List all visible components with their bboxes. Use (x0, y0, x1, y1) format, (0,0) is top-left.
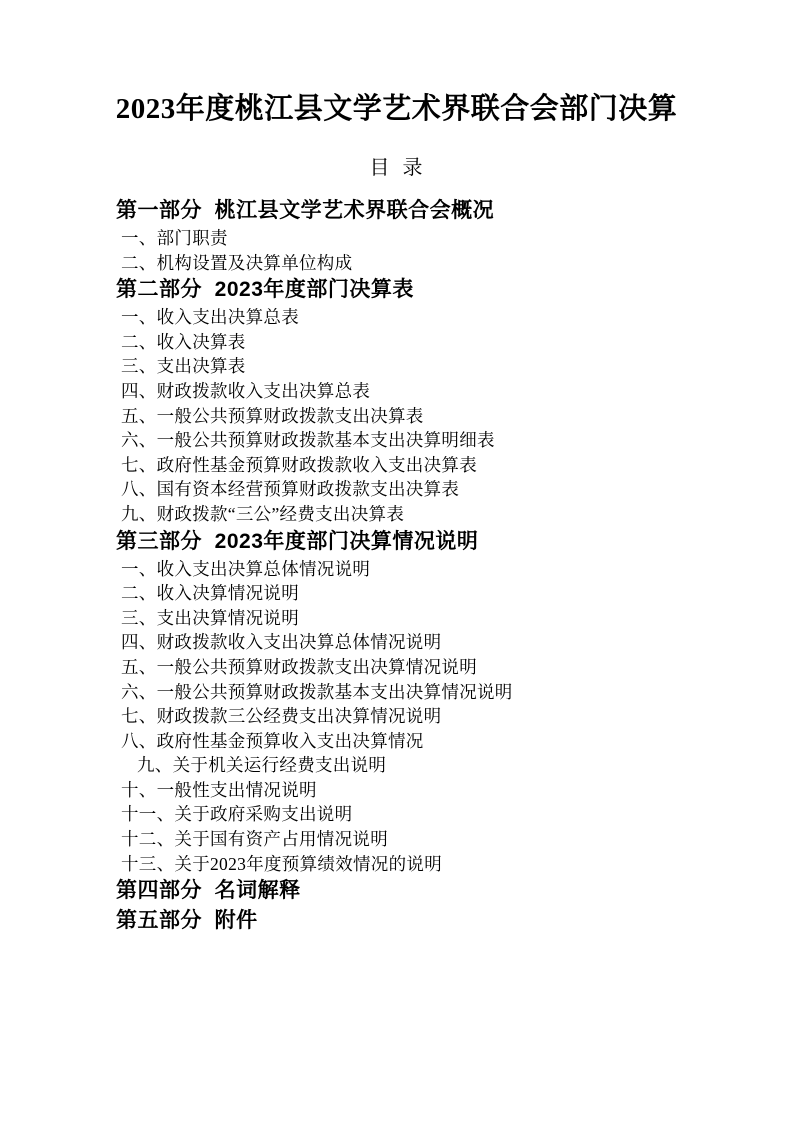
toc-item: 八、国有资本经营预算财政拨款支出决算表 (121, 479, 460, 500)
toc-item: 二、机构设置及决算单位构成 (121, 252, 353, 273)
toc-heading: 目 录 (369, 157, 424, 179)
toc-item: 二、收入决算情况说明 (121, 583, 299, 604)
toc-item: 六、一般公共预算财政拨款基本支出决算情况说明 (121, 681, 513, 702)
toc-item: 一、收入支出决算总体情况说明 (121, 558, 371, 579)
toc-item: 八、政府性基金预算收入支出决算情况 (121, 730, 424, 751)
toc-item: 二、收入决算表 (121, 331, 246, 352)
toc-item: 七、政府性基金预算财政拨款收入支出决算表 (121, 454, 477, 475)
toc-section-heading: 第一部分 桃江县文学艺术界联合会概况 (116, 199, 495, 222)
toc-item: 十一、关于政府采购支出说明 (121, 804, 353, 825)
toc-item: 十三、关于2023年度预算绩效情况的说明 (121, 853, 442, 874)
toc-item: 一、收入支出决算总表 (121, 307, 299, 328)
toc-item: 三、支出决算情况说明 (121, 607, 299, 628)
toc-item: 十、一般性支出情况说明 (121, 779, 317, 800)
toc-item: 九、财政拨款“三公”经费支出决算表 (121, 503, 405, 524)
toc-section-heading: 第二部分 2023年度部门决算表 (116, 278, 414, 302)
toc-item: 九、关于机关运行经费支出说明 (137, 755, 387, 776)
toc-item: 十二、关于国有资产占用情况说明 (121, 829, 388, 850)
toc-section-heading: 第三部分 2023年度部门决算情况说明 (116, 529, 479, 553)
toc-item: 五、一般公共预算财政拨款支出决算情况说明 (121, 656, 477, 677)
toc-section-heading: 第四部分 名词解释 (116, 879, 301, 903)
toc-item: 一、部门职责 (121, 228, 228, 248)
toc-item: 四、财政拨款收入支出决算总体情况说明 (121, 632, 442, 653)
toc-item: 五、一般公共预算财政拨款支出决算表 (121, 405, 424, 426)
toc (0, 196, 793, 936)
toc-item: 三、支出决算表 (121, 356, 246, 377)
toc-item: 七、财政拨款三公经费支出决算情况说明 (121, 706, 442, 727)
toc-section-heading: 第五部分 附件 (116, 909, 258, 933)
toc-item: 四、财政拨款收入支出决算总表 (121, 380, 371, 401)
document-title: 2023年度桃江县文学艺术界联合会部门决算 (115, 93, 678, 125)
toc-item: 六、一般公共预算财政拨款基本支出决算明细表 (121, 430, 495, 451)
